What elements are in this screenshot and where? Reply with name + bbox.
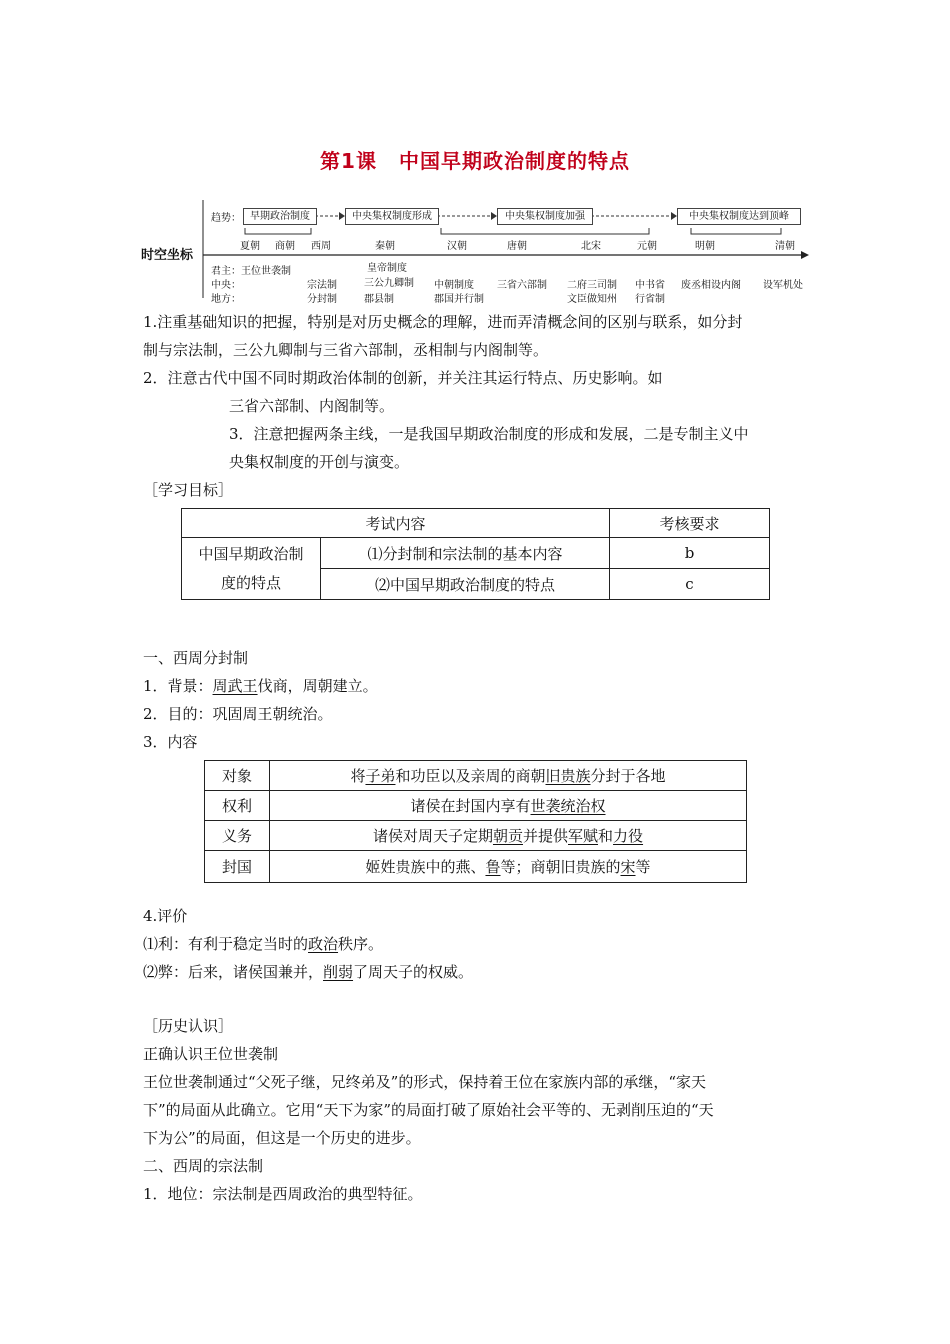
local-system: 郡县制 [364, 294, 394, 305]
trend-box: 中央集权制度达到顶峰 [677, 208, 801, 225]
goals-item: ⑴分封制和宗法制的基本内容 [321, 538, 610, 569]
text-span: 秩序。 [338, 935, 384, 953]
fief-row-label: 义务 [205, 821, 270, 851]
text-span: ⑴利：有利于稳定当时的 [143, 935, 309, 953]
text-span: 分封于各地 [590, 767, 666, 785]
goals-table [181, 508, 770, 600]
local-system: 郡国并行制 [434, 294, 484, 305]
intro-point-1-line2: 制与宗法制，三公九卿制与三省六部制，丞相制与内阁制等。 [143, 341, 549, 359]
dynasty-label: 夏朝 [240, 241, 260, 252]
dynasty-label: 北宋 [581, 241, 601, 252]
fief-row-label: 权利 [205, 791, 270, 821]
dynasty-label: 清朝 [775, 241, 795, 252]
text-span: 诸侯在封国内享有 [410, 797, 531, 815]
section1-content-heading: 3．内容 [143, 733, 198, 751]
history-subheading: 正确认识王位世袭制 [143, 1045, 279, 1063]
intro-point-3-line2: 央集权制度的开创与演变。 [229, 453, 410, 471]
fief-row-label: 封国 [205, 851, 270, 883]
intro-point-2-line1: 2．注意古代中国不同时期政治体制的创新，并关注其运行特点、历史影响。如 [143, 369, 663, 387]
underlined-answer: 政治 [308, 935, 339, 953]
underlined-answer: 鲁 [485, 858, 501, 876]
row-label-central: 中央： [211, 280, 241, 291]
history-text-line1: 王位世袭制通过“父死子继，兄终弟及”的形式，保持着王位在家族内部的承继，“家天 [143, 1073, 707, 1091]
fief-row-label: 对象 [205, 761, 270, 791]
section2-line1: 1．地位：宗法制是西周政治的典型特征。 [143, 1185, 423, 1203]
central-system: 二府三司制 [567, 280, 617, 291]
fief-row-value [270, 851, 747, 883]
text-span: 将 [350, 767, 366, 785]
goals-requirement: c [610, 569, 770, 600]
goals-header-requirement: 考核要求 [610, 509, 770, 538]
history-heading: ［历史认识］ [143, 1017, 234, 1035]
intro-point-3-line1: 3．注意把握两条主线，一是我国早期政治制度的形成和发展，二是专制主义中 [229, 425, 749, 443]
central-system: 宗法制 [307, 280, 337, 291]
underlined-answer: 削弱 [323, 963, 354, 981]
underlined-answer: 周武王 [212, 677, 258, 695]
central-system: 中朝制度 [434, 280, 474, 291]
lesson-topic: 中国早期政治制度的特点 [398, 149, 630, 173]
underlined-answer: 子弟 [365, 767, 396, 785]
text-span: 1．背景： [143, 677, 213, 695]
text-span: 了周天子的权威。 [353, 963, 474, 981]
text-span: 和 [598, 827, 614, 845]
underlined-answer: 军赋 [568, 827, 599, 845]
text-span: 等；商朝旧贵族的 [500, 858, 621, 876]
local-system: 分封制 [307, 294, 337, 305]
intro-point-2-line2: 三省六部制、内阁制等。 [229, 397, 395, 415]
section1-purpose: 2．目的：巩固周王朝统治。 [143, 705, 333, 723]
central-system: 中书省 [635, 280, 665, 291]
section1-heading: 一、西周分封制 [143, 649, 249, 667]
text-span: 伐商，周朝建立。 [257, 677, 378, 695]
central-system: 设军机处 [763, 280, 803, 291]
evaluation-con [143, 962, 473, 982]
history-text-line2: 下”的局面从此确立。它用“天下为家”的局面打破了原始社会平等的、无剥削压迫的“天 [143, 1101, 714, 1119]
underlined-answer: 宋 [620, 858, 636, 876]
goals-topic-line2: 度的特点 [220, 573, 281, 592]
page-title [0, 145, 950, 174]
fief-row-value [270, 821, 747, 851]
underlined-answer: 力役 [613, 827, 644, 845]
goals-requirement: b [610, 538, 770, 569]
text-span: 并提供 [522, 827, 568, 845]
lesson-number: 第1课 [320, 149, 377, 173]
text-span: 姬姓贵族中的燕、 [365, 858, 486, 876]
intro-point-1-line1: 1.注重基础知识的把握，特别是对历史概念的理解，进而弄清概念间的区别与联系，如分封 [143, 313, 743, 331]
goals-heading: ［学习目标］ [143, 481, 234, 499]
timeline-diagram [141, 198, 811, 310]
text-span: 和功臣以及亲周的商朝 [395, 767, 546, 785]
central-system: 三省六部制 [497, 280, 547, 291]
fief-content-table [204, 760, 747, 883]
dynasty-label: 汉朝 [447, 241, 467, 252]
section2-heading: 二、西周的宗法制 [143, 1157, 264, 1175]
history-text-line3: 下为公”的局面，但这是一个历史的进步。 [143, 1129, 421, 1147]
timeline-label: 时空坐标 [141, 248, 194, 263]
text-span: ⑵弊：后来，诸侯国兼并， [143, 963, 324, 981]
dynasty-label: 元朝 [637, 241, 657, 252]
text-span: 等 [635, 858, 651, 876]
trend-label: 趋势： [211, 213, 241, 224]
evaluation-heading: 4.评价 [143, 907, 188, 925]
trend-box: 中央集权制度形成 [345, 208, 439, 225]
row-label-monarch: 君主： [211, 266, 241, 277]
goals-topic-cell [182, 538, 321, 600]
text-span: 诸侯对周天子定期 [372, 827, 493, 845]
dynasty-label: 商朝 [275, 241, 295, 252]
goals-topic-line1: 中国早期政治制 [198, 544, 304, 563]
underlined-answer: 世袭统治权 [530, 797, 606, 815]
monarch-system: 王位世袭制 [241, 266, 291, 277]
goals-item: ⑵中国早期政治制度的特点 [321, 569, 610, 600]
fief-row-value [270, 761, 747, 791]
dynasty-label: 明朝 [695, 241, 715, 252]
monarch-system: 皇帝制度 [367, 263, 407, 274]
local-system: 行省制 [635, 294, 665, 305]
underlined-answer: 旧贵族 [545, 767, 591, 785]
row-label-local: 地方： [211, 294, 241, 305]
underlined-answer: 朝贡 [492, 827, 523, 845]
section1-background [143, 676, 378, 696]
goals-header-content: 考试内容 [182, 509, 610, 538]
dynasty-label: 唐朝 [507, 241, 527, 252]
local-system: 文臣做知州 [567, 294, 617, 305]
central-system: 三公九卿制 [364, 278, 414, 289]
fief-row-value [270, 791, 747, 821]
trend-box: 早期政治制度 [243, 208, 317, 225]
dynasty-label: 秦朝 [375, 241, 395, 252]
evaluation-pro [143, 934, 383, 954]
dynasty-label: 西周 [311, 241, 331, 252]
trend-box: 中央集权制度加强 [497, 208, 593, 225]
central-system: 废丞相设内阁 [681, 280, 741, 291]
